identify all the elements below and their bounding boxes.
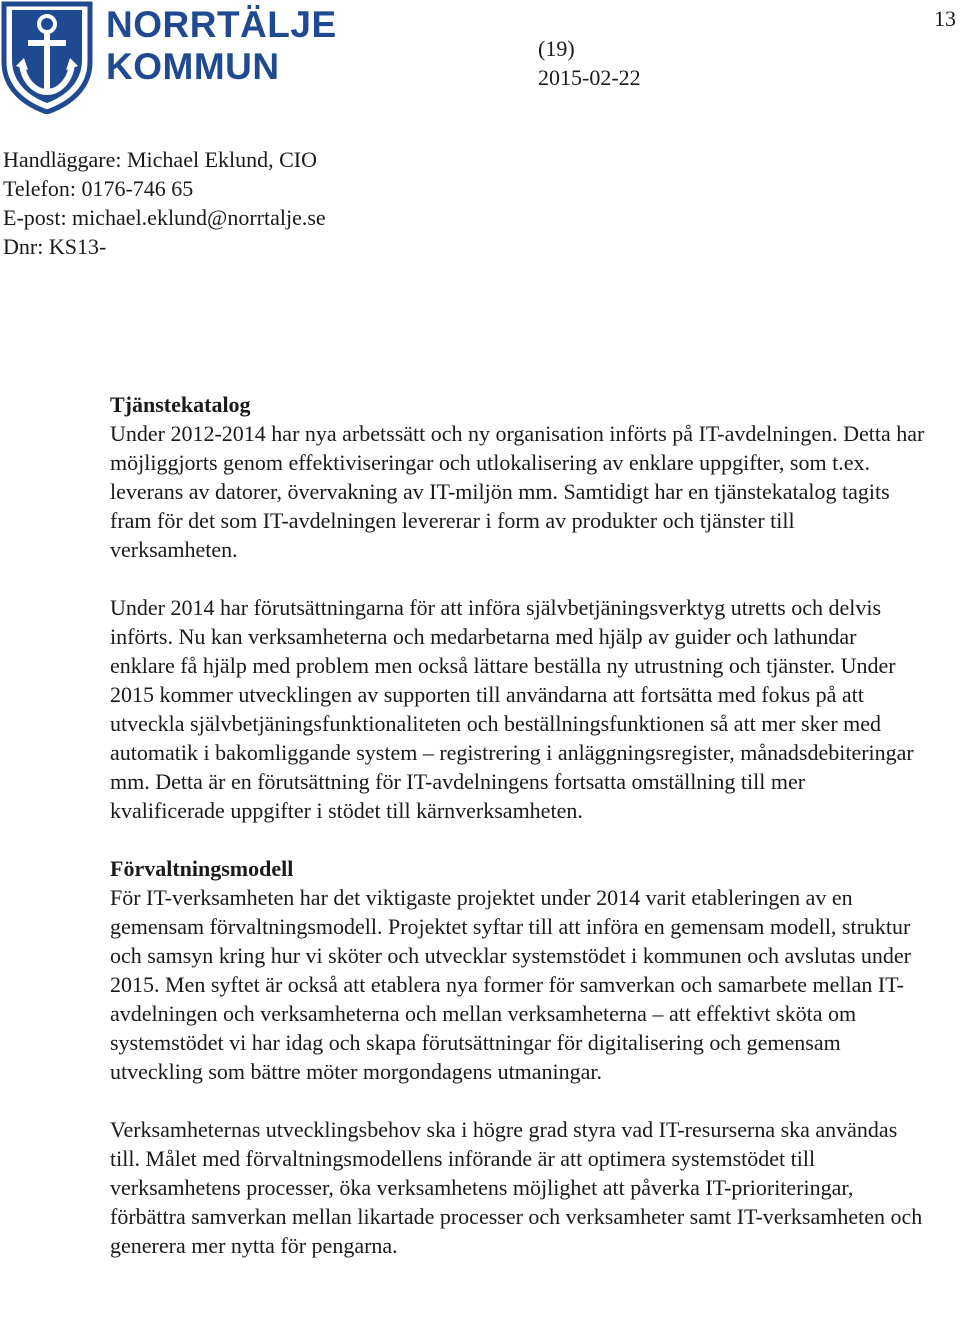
handler-email: E-post: michael.eklund@norrtalje.se [3,205,326,230]
document-date: 2015-02-22 [538,65,641,90]
section-forvaltningsmodell [110,854,925,1260]
page-number: 13 [934,6,956,31]
municipality-logo [0,0,337,114]
section-heading: Tjänstekatalog [110,392,251,417]
handler-info [3,145,326,261]
anchor-shield-icon [0,0,94,114]
paragraph: Verksamheternas utvecklingsbehov ska i högre grad styra vad IT-resurserna ska användas till. Målet med förvaltningsmodellens införande är att optimera systemstödet till verksamhetens processer, öka verksamhetens möjlighet att påverka IT-prioriteringar, förbättra samverkan mellan likartade processer och verksamheter samt IT-verksamheten och generera mer nytta för pengarna. [110,1117,923,1258]
paragraph: För IT-verksamheten har det viktigaste projektet under 2014 varit etableringen av en gemensam förvaltningsmodell. Projektet syftar till att införa en gemensam modell, struktur och samsyn kring hur vi sköter och utvecklar systemstödet i kommunen och avslutas under 2015. Men syftet är också att etablera nya former för samverkan och samarbete mellan IT-avdelningen och verksamheterna och mellan verksamheterna – att effektivt sköta om systemstödet vi har idag och skapa förutsättningar för digitalisering och gemensam utveckling som bättre möter morgondagens utmaningar. [110,885,912,1084]
logo-line-1: NORRTÄLJE [106,4,337,45]
logo-wordmark [106,4,337,88]
document-meta [538,34,641,92]
handler-phone: Telefon: 0176-746 65 [3,176,194,201]
paragraph: Under 2014 har förutsättningarna för att införa självbetjäningsverktyg utretts och delvis införts. Nu kan verksamheterna och medarbetarna med hjälp av guider och lathundar enklare få hjälp med problem men också lättare beställa ny utrustning och tjänster. Under 2015 kommer utvecklingen av supporten till användarna att fortsätta med fokus på att utveckla självbetjäningsfunktionaliteten och beställningsfunktionen så att mer sker med automatik i bakomliggande system – registrering i anläggningsregister, månadsdebiteringar mm. Detta är en förutsättning för IT-avdelningens fortsatta omställning till mer kvalificerade uppgifter i stödet till kärnverksamheten. [110,595,914,823]
diary-number: Dnr: KS13- [3,234,107,259]
section-heading: Förvaltningsmodell [110,856,294,881]
paragraph: Under 2012-2014 har nya arbetssätt och ny organisation införts på IT-avdelningen. Detta har möjliggjorts genom effektiviseringar och utlokalisering av enklare uppgifter, som t.ex. leverans av datorer, övervakning av IT-miljön mm. Samtidigt har en tjänstekatalog tagits fram för det som IT-avdelningen levererar i form av produkter och tjänster till verksamheten. [110,421,925,562]
document-reference: (19) [538,36,575,61]
handler-name: Handläggare: Michael Eklund, CIO [3,147,318,172]
main-content [110,390,925,1260]
section-tjanstekatalog [110,390,925,825]
logo-line-2: KOMMUN [106,46,280,87]
